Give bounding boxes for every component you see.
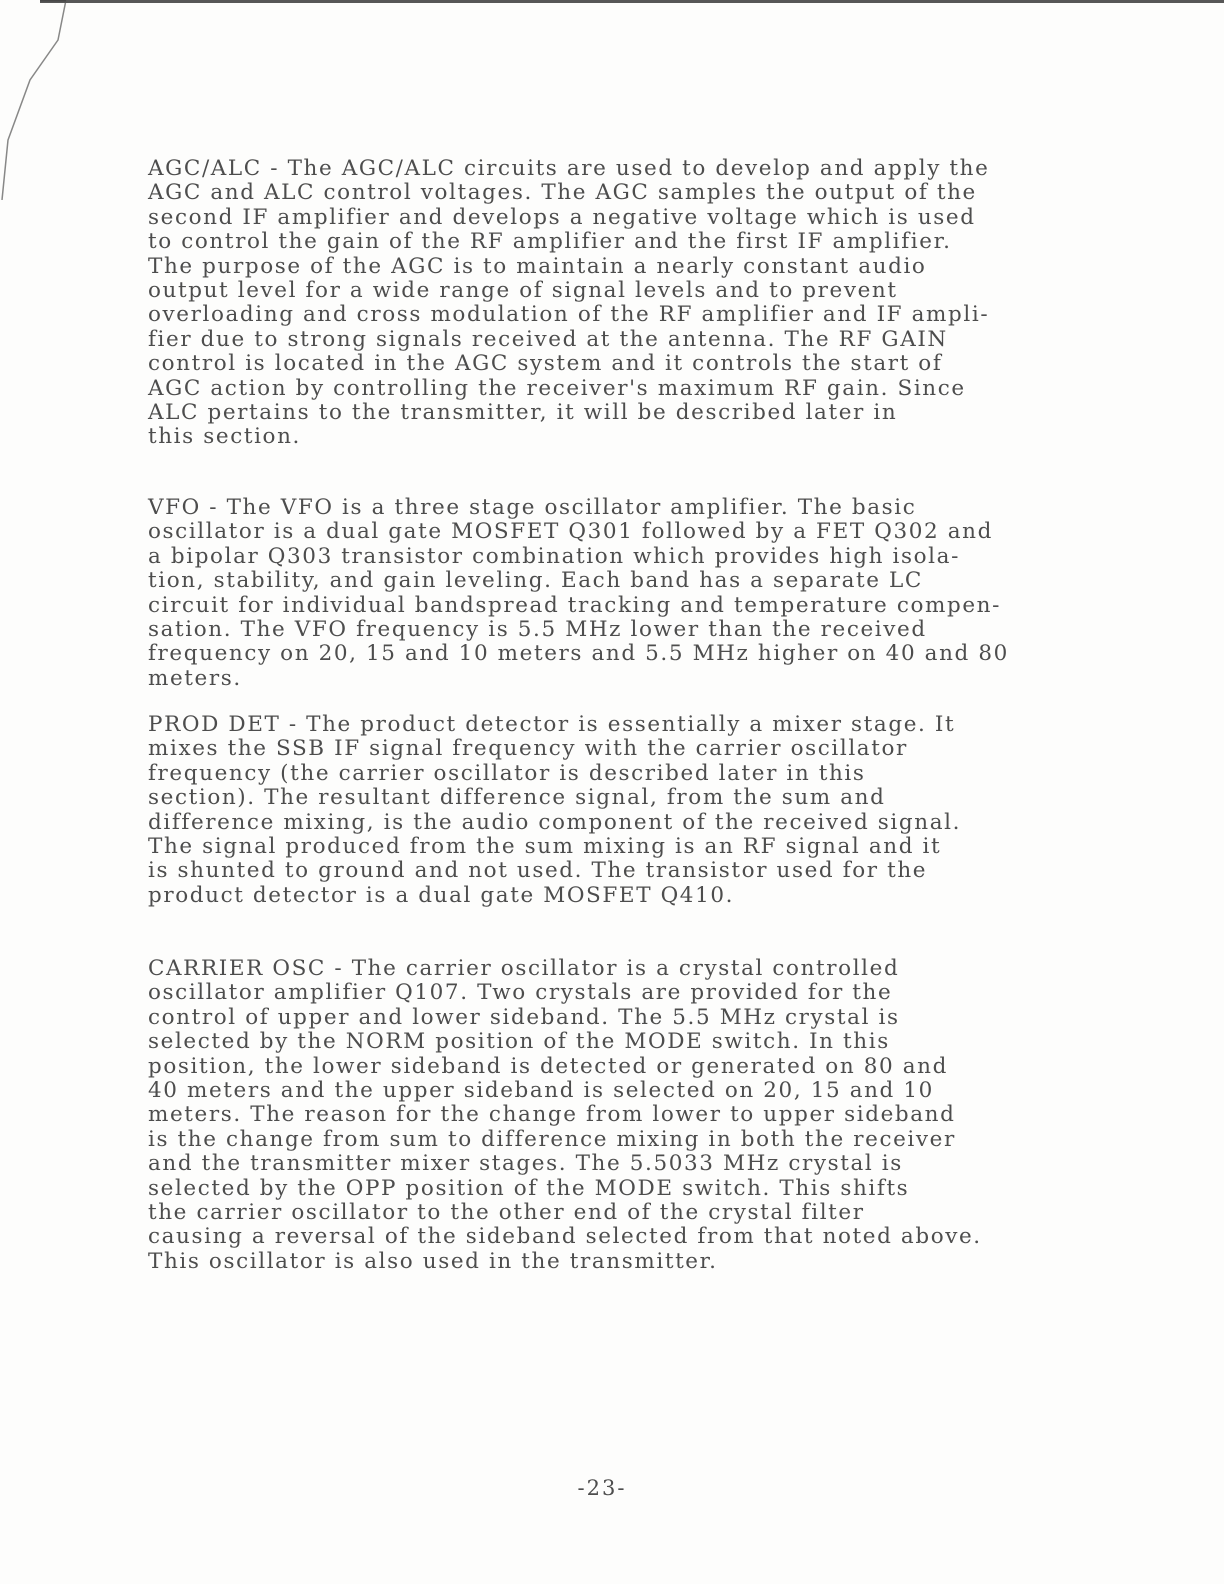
- page-number-container: [0, 1476, 1224, 1500]
- paragraph-prod-det: PROD DET - The product detector is essentially a mixer stage. It mixes the SSB IF signal frequency with the carrier oscillator frequency (the carrier oscillator is described later in this section). The resultant difference signal, from the sum and difference mixing, is the audio component of the received signal. The signal produced from the sum mixing is an RF signal and it is shunted to ground and not used. The transistor used for the product detector is a dual gate MOSFET Q410.: [148, 712, 962, 908]
- scan-edge: [40, 0, 1224, 3]
- paragraph-vfo: VFO - The VFO is a three stage oscillator amplifier. The basic oscillator is a dual gate MOSFET Q301 followed by a FET Q302 and a bipolar Q303 transistor combination which provides high isola- tion, stability, and gain leveling. Each band has a separate LC circuit for individual bandspread tracking and temperature compen- sation. The VFO frequency is 5.5 MHz lower than the received frequency on 20, 15 and 10 meters and 5.5 MHz higher on 40 and 80 meters.: [148, 495, 1009, 691]
- scan-corner-shadow: [0, 0, 70, 200]
- page-number: -23-: [577, 1476, 627, 1500]
- paragraph-agc-alc: AGC/ALC - The AGC/ALC circuits are used to develop and apply the AGC and ALC control voltages. The AGC samples the output of the second IF amplifier and develops a negative voltage which is used to control the gain of the RF amplifier and the first IF amplifier. The purpose of the AGC is to maintain a nearly constant audio output level for a wide range of signal levels and to prevent overloading and cross modulation of the RF amplifier and IF ampli- fier due to strong signals received at the antenna. The RF GAIN control is located in the AGC system and it controls the start of AGC action by controlling the receiver's maximum RF gain. Since ALC pertains to the transmitter, it will be described later in this section.: [148, 156, 990, 450]
- paragraph-carrier-osc: CARRIER OSC - The carrier oscillator is a crystal controlled oscillator amplifier Q107. Two crystals are provided for the control of upper and lower sideband. The 5.5 MHz crystal is selected by the NORM position of the MODE switch. In this position, the lower sideband is detected or generated on 80 and 40 meters and the upper sideband is selected on 20, 15 and 10 meters. The reason for the change from lower to upper sideband is the change from sum to difference mixing in both the receiver and the transmitter mixer stages. The 5.5033 MHz crystal is selected by the OPP position of the MODE switch. This shifts the carrier oscillator to the other end of the crystal filter causing a reversal of the sideband selected from that noted above. This oscillator is also used in the transmitter.: [148, 956, 982, 1274]
